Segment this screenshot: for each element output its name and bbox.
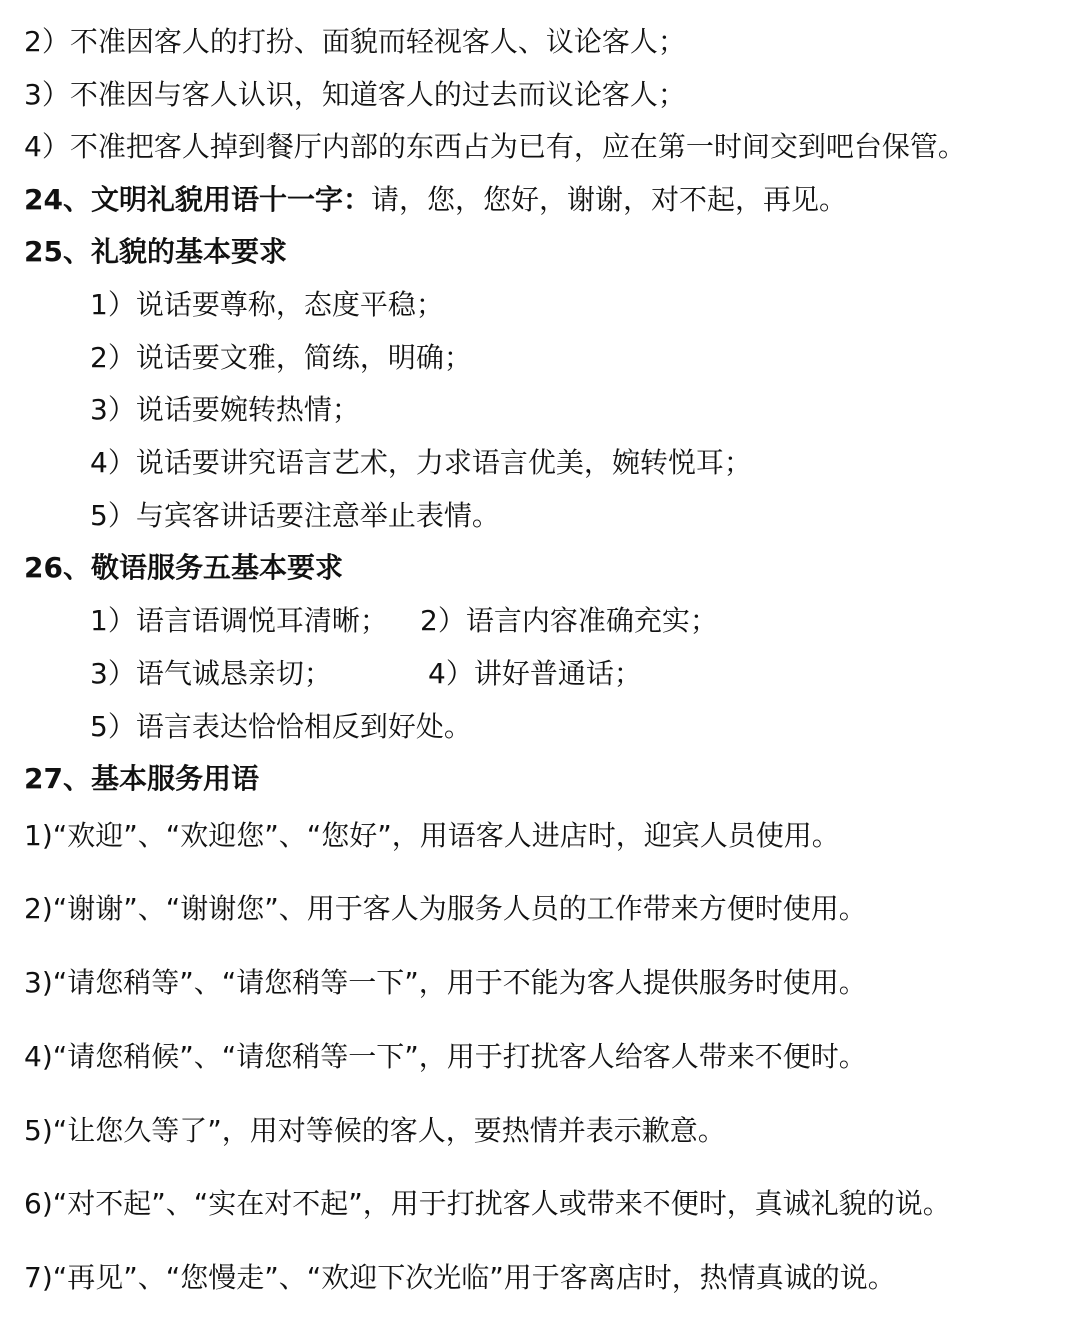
- list-item: 1）说话要尊称，态度平稳；: [90, 288, 444, 321]
- list-item: 1)“欢迎”、“欢迎您”、“您好”，用语客人进店时，迎宾人员使用。: [24, 819, 840, 852]
- section-27-title: 27、基本服务用语: [24, 762, 259, 795]
- list-item: 3）说话要婉转热情；: [90, 393, 360, 426]
- list-item: 4）讲好普通话；: [428, 657, 642, 690]
- list-item: 6)“对不起”、“实在对不起”，用于打扰客人或带来不便时，真诚礼貌的说。: [24, 1187, 951, 1220]
- list-item: 5)“让您久等了”，用对等候的客人，要热情并表示歉意。: [24, 1114, 726, 1147]
- list-item: 3)“请您稍等”、“请您稍等一下”，用于不能为客人提供服务时使用。: [24, 966, 867, 999]
- list-item: 2）不准因客人的打扮、面貌而轻视客人、议论客人；: [24, 25, 686, 58]
- list-item: 5）语言表达恰恰相反到好处。: [90, 710, 472, 743]
- list-item: 2）说话要文雅，简练，明确；: [90, 341, 472, 374]
- list-item: 2）语言内容准确充实；: [420, 604, 718, 637]
- list-row: [90, 601, 1080, 641]
- list-item: 3）语气诚恳亲切；: [90, 657, 332, 690]
- list-item: 7)“再见”、“您慢走”、“欢迎下次光临”用于客离店时，热情真诚的说。: [24, 1261, 896, 1294]
- section-25-title: 25、礼貌的基本要求: [24, 235, 287, 268]
- section-24: [24, 180, 847, 220]
- list-item: 2)“谢谢”、“谢谢您”、用于客人为服务人员的工作带来方便时使用。: [24, 892, 867, 925]
- list-item: 4）说话要讲究语言艺术，力求语言优美，婉转悦耳；: [90, 446, 752, 479]
- section-26-title: 26、敬语服务五基本要求: [24, 551, 343, 584]
- list-item: 4)“请您稍候”、“请您稍等一下”，用于打扰客人给客人带来不便时。: [24, 1040, 867, 1073]
- section-24-title: 24、文明礼貌用语十一字：: [24, 183, 371, 216]
- section-24-content: 请，您，您好，谢谢，对不起，再见。: [370, 183, 847, 216]
- list-item: 4）不准把客人掉到餐厅内部的东西占为已有，应在第一时间交到吧台保管。: [24, 130, 966, 163]
- list-item: 3）不准因与客人认识，知道客人的过去而议论客人；: [24, 78, 686, 111]
- list-item: 5）与宾客讲话要注意举止表情。: [90, 499, 500, 532]
- list-row: [90, 654, 1080, 694]
- list-item: 1）语言语调悦耳清晰；: [90, 604, 388, 637]
